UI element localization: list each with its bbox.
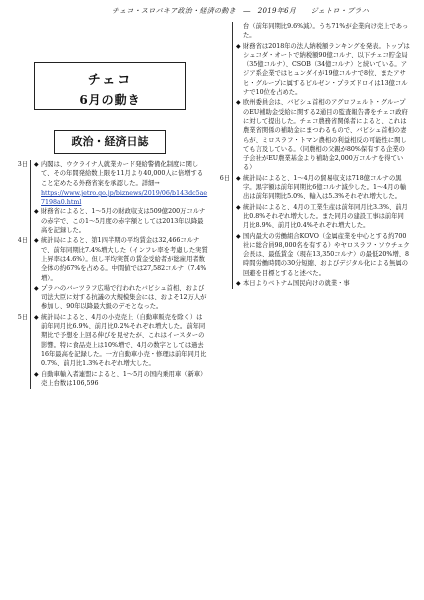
bullet-icon: ◆ (236, 232, 241, 240)
page-header (0, 6, 424, 20)
title-country: チェコ (87, 73, 133, 88)
bullet-icon: ◆ (34, 370, 39, 378)
entry-text: 自動車輸入者連盟によると、1～5月の国内乗用車（新車）売上台数は106,596 (41, 370, 207, 387)
right-column (218, 22, 410, 289)
entry-date (16, 207, 30, 236)
jetro-news-link[interactable]: https://www.jetro.go.jp/biznews/2019/06/b143dc5ae7198a0.html (41, 189, 208, 207)
entry-text: 財務省によると、1～5月の財政収支は509億200万コルナの赤字で、この1～5月度の赤字額としては2013年以降最高を記録した。 (41, 208, 206, 235)
title-month: 6月の動き (79, 93, 141, 107)
entry-text: プラハのバーツラフ広場で行われたバビシュ首相、および司法大臣に対する抗議の大規模集会には、およそ12万人が参加し、90年以降最大級のデモとなった。 (41, 284, 207, 311)
title-box (34, 62, 186, 110)
bullet-icon: ◆ (236, 203, 241, 211)
section-title: 政治・経済日誌 (54, 130, 166, 154)
journal-entry (218, 22, 410, 174)
entry-date: 3日 (17, 161, 28, 168)
entry-text: 欧州委員会は、バビシュ首相のアグロフェルト・グループのEU補助金受給に関する2通目の監査報告書をチェコ政府に対して提出した。チェコ農務省関係者によると、これは農業省関係の補助金にまつわるもので、バビシュ首相の妻らが、ミロスラフ・トマン農相の利益相反の可能性に関しても言及している。（同農相の父親が80%保有する企業の子会社がEU農業基金より補助金2,000万コルナを得ている） (243, 99, 408, 172)
bullet-icon: ◆ (34, 237, 39, 245)
entry-body (30, 313, 208, 389)
bullet-icon: ◆ (236, 99, 241, 107)
entry-text: 統計局によると、4月の工業生産は前年同月比3.3%、前月比0.8%それぞれ増大した。また同月の建設工事は前年同月比8.9%、前月比0.4%それぞれ増大した。 (243, 203, 408, 230)
entry-item (34, 207, 208, 235)
header-text: チェコ・スロバキア政治・経済の動き ― 2019年6月 ジェトロ・プラハ (112, 7, 370, 15)
entry-item (236, 203, 410, 231)
entry-text: 本日よりベトナム国民向けの就業・事 (243, 280, 350, 288)
entry-body (232, 174, 410, 290)
entry-date (218, 22, 232, 174)
entry-date: 5日 (17, 313, 28, 321)
entry-item (34, 370, 208, 389)
entry-item (236, 22, 410, 41)
entry-text: 統計局によると、4月の小売売上（自動車販売を除く）は前年同月比6.9%、前月比0.2%それぞれ増大した。前年同期比で予想を上回る伸びを見せたが、これはイースターの影響。特に食品売上は10%増で、4月の数字としては過去16年最高を記録した。一方自動車小売・修理は前年同月比0.7%、前月比1.3%それぞれ増大した。 (41, 313, 207, 368)
bullet-icon: ◆ (236, 174, 241, 182)
entry-text: 台（前年同期比9.6%減）。うち71%が企業向け売上であった。 (243, 23, 409, 40)
entry-item (236, 174, 410, 202)
link-row (34, 189, 208, 208)
entry-item (236, 98, 410, 172)
journal-entry (218, 174, 410, 290)
entry-item (34, 160, 208, 188)
bullet-icon: ◆ (34, 284, 39, 292)
entry-date: 4日 (17, 237, 28, 245)
bullet-icon: ◆ (34, 161, 39, 168)
entry-text: 財務省は2018年の法人納税額ランキングを発表。トップはシュコダ・オートで納税額90億コルナ、以下チェコ貯金局（35億コルナ）、CSOB（34億コルナ）と続いている。アジア系企業ではヒュンダイが19億コルナで8位、またアサヒ・グループに属するピルゼン・プラズドロイは13億コルナで10位を占めた。 (243, 42, 410, 97)
bullet-icon: ◆ (236, 280, 241, 288)
journal-entry (16, 207, 208, 236)
entry-text: 統計局によると、1～4月の貿易収支は718億コルナの黒字。黒字額は前年同期比6億コルナ減少した。1～4月の輸出は前年同期比5.0%、輸入は5.3%それぞれ増大した。 (243, 174, 407, 201)
entry-body (30, 236, 208, 312)
left-journal (16, 160, 208, 389)
entry-text: 国内最大の労働組合KOVO（金属産業を中心とする約700社に総合員98,000名を有する）やヤロスラフ・ソウチェク会長は、最低賃金（現在13,350コルナ）の最低20%増、8時間労働時間の30分短縮、およびデジタル化による無属の回避を目標とすると述べた。 (243, 232, 410, 277)
entry-item (34, 236, 208, 282)
bullet-icon: ◆ (34, 313, 39, 321)
entry-text: 内閣は、ウクライナ人就業カード発給警備化制度に関して、その年間発給数上限を11月より40,000人に倍増すること定めたる外務省案を承認した。詳細→ (41, 161, 204, 187)
entry-item (236, 42, 410, 98)
entry-item (236, 279, 410, 288)
journal-entry (16, 160, 208, 207)
bullet-icon: ◆ (34, 208, 39, 216)
bullet-icon: ◆ (236, 42, 241, 50)
entry-body (30, 207, 208, 236)
left-column (16, 24, 208, 389)
journal-entry (16, 236, 208, 312)
entry-item (34, 284, 208, 312)
entry-item (236, 232, 410, 278)
entry-body (30, 160, 208, 207)
entry-item (34, 313, 208, 369)
journal-entry (16, 313, 208, 389)
right-journal (218, 22, 410, 289)
entry-date: 6日 (219, 174, 230, 182)
entry-body (232, 22, 410, 174)
entry-text: 統計局によると、第1四半期の平均賃金は32,466コルナで、前年同期比7.4%増大した（インフレ率を考慮した実質上昇率は4.6%）。但し平均実質の賃金受給者が総雇用者数全体の約67%を占める。中間値では27,582コルナ（7.4%増）。 (41, 237, 208, 282)
